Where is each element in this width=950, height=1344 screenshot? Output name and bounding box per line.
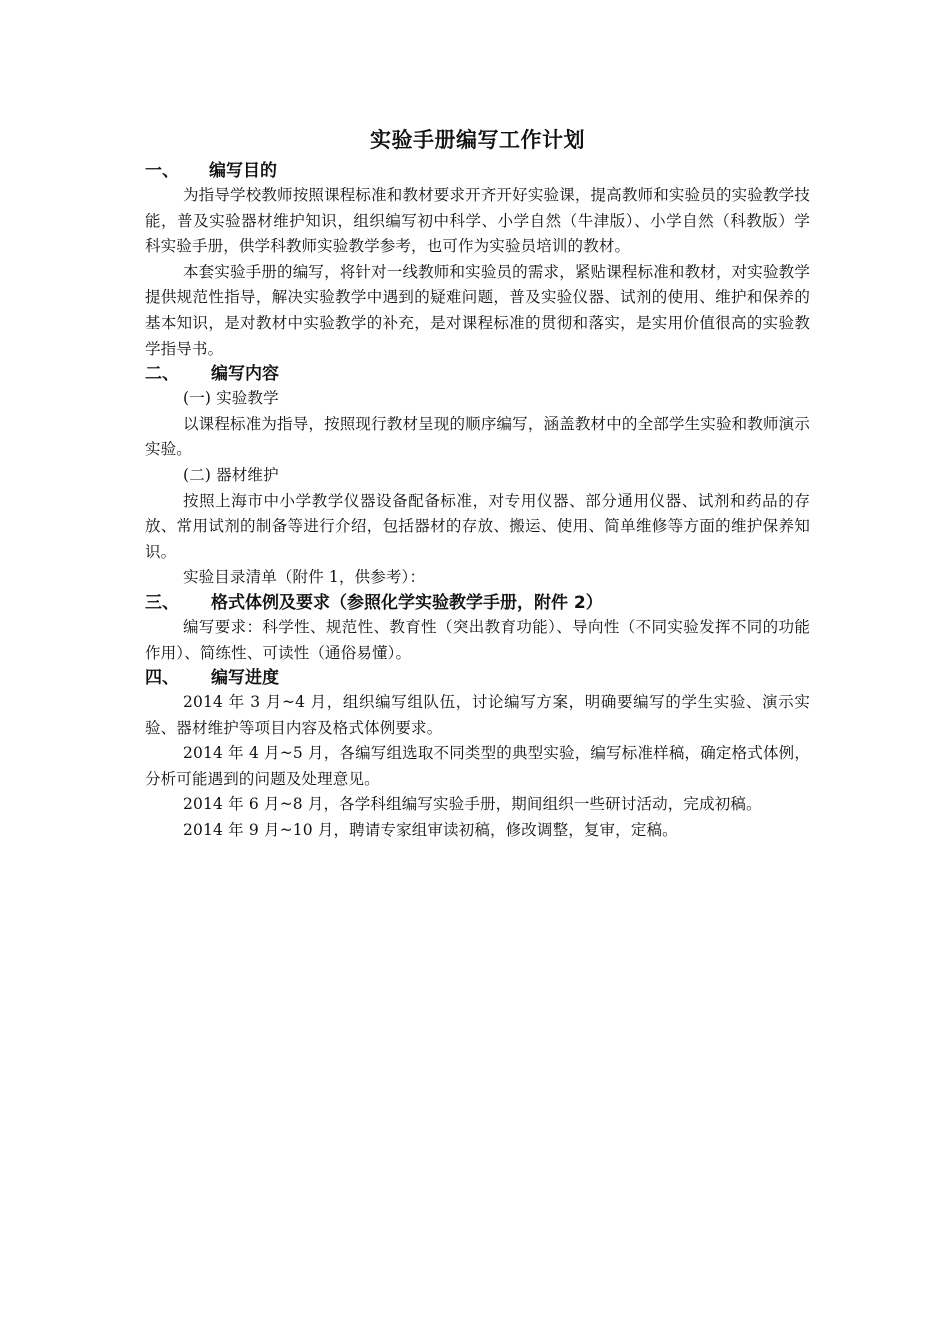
section-heading-4 bbox=[145, 666, 810, 690]
paragraph: 编写要求：科学性、规范性、教育性（突出教育功能）、导向性（不同实验发挥不同的功能作用）、简练性、可读性（通俗易懂）。 bbox=[145, 617, 810, 662]
paragraph: 本套实验手册的编写，将针对一线教师和实验员的需求，紧贴课程标准和教材，对实验教学提供规范性指导，解决实验教学中遇到的疑难问题，普及实验仪器、试剂的使用、维护和保养的基本知识，是对教材中实验教学的补充，是对课程标准的贯彻和落实，是实用价值很高的实验教学指导书。 bbox=[145, 262, 810, 358]
section-title: 格式体例及要求（参照化学实验教学手册，附件 2） bbox=[211, 592, 603, 613]
section-title: 编写进度 bbox=[211, 668, 279, 689]
paragraph: 为指导学校教师按照课程标准和教材要求开齐开好实验课，提高教师和实验员的实验教学技能，普及实验器材维护知识，组织编写初中科学、小学自然（牛津版）、小学自然（科教版）学科实验手册，供学科教师实验教学参考，也可作为实验员培训的教材。 bbox=[145, 186, 810, 256]
section-heading-2 bbox=[145, 362, 810, 386]
section-number: 一、 bbox=[145, 161, 179, 181]
document-page bbox=[145, 125, 810, 844]
paragraph: 按照上海市中小学教学仪器设备配备标准，对专用仪器、部分通用仪器、试剂和药品的存放、常用试剂的制备等进行介绍，包括器材的存放、搬运、使用、简单维修等方面的维护保养知识。 bbox=[145, 491, 810, 561]
section-number: 四、 bbox=[145, 668, 179, 689]
schedule-item: 2014 年 4 月~5 月，各编写组选取不同类型的典型实验，编写标准样稿，确定格式体例，分析可能遇到的问题及处理意见。 bbox=[145, 744, 810, 788]
section-number: 二、 bbox=[145, 364, 179, 385]
subsection-label: (一) 实验教学 bbox=[183, 389, 279, 408]
catalog-note: 实验目录清单（附件 1，供参考）： bbox=[183, 568, 426, 587]
schedule-item: 2014 年 6 月~8 月，各学科组编写实验手册，期间组织一些研讨活动，完成初稿。 bbox=[183, 795, 762, 814]
subsection-label: (二) 器材维护 bbox=[183, 465, 279, 484]
schedule-item: 2014 年 9 月~10 月，聘请专家组审读初稿，修改调整，复审，定稿。 bbox=[183, 821, 678, 840]
paragraph: 以课程标准为指导，按照现行教材呈现的顺序编写，涵盖教材中的全部学生实验和教师演示实验。 bbox=[145, 414, 810, 459]
section-heading-1 bbox=[145, 159, 810, 183]
schedule-item: 2014 年 3 月~4 月，组织编写组队伍，讨论编写方案，明确要编写的学生实验、演示实验、器材维护等项目内容及格式体例要求。 bbox=[145, 693, 810, 737]
section-title: 编写内容 bbox=[211, 364, 279, 385]
section-heading-3 bbox=[145, 591, 810, 615]
section-title: 编写目的 bbox=[209, 161, 277, 181]
section-number: 三、 bbox=[145, 592, 179, 613]
document-title: 实验手册编写工作计划 bbox=[370, 128, 585, 152]
